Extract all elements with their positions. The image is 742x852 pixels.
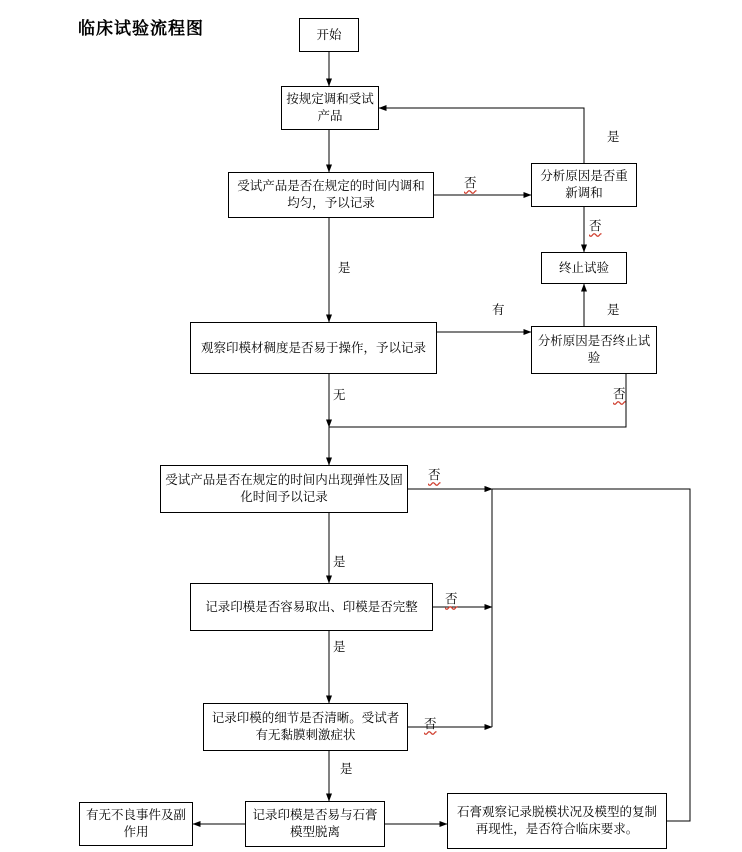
flow-node-label: 有无不良事件及副作用 — [85, 808, 186, 839]
flow-node-label: 分析原因是否重新调和 — [540, 169, 628, 200]
edge-label-no_term: 否 — [613, 387, 626, 401]
flow-node-analyze_term — [531, 326, 657, 374]
flow-node-observe_cons — [190, 322, 437, 374]
flow-node-terminate — [541, 252, 627, 284]
flow-node-elastic — [160, 465, 408, 513]
flow-node-adverse — [79, 802, 193, 846]
flow-node-label: 石膏观察记录脱模状况及模型的复制再现性，是否符合临床要求。 — [456, 805, 657, 836]
edge-label-yes_removal: 是 — [333, 640, 346, 654]
page-title: 临床试验流程图 — [78, 19, 204, 38]
edge-label-yes_cons: 有 — [492, 303, 505, 317]
edge-label-yes_elastic: 是 — [333, 555, 346, 569]
edge-label-yes_time: 是 — [338, 261, 351, 275]
edge-label-no_time: 否 — [464, 176, 477, 190]
flow-node-label: 终止试验 — [558, 260, 609, 275]
edge-label-no_removal: 否 — [445, 592, 458, 606]
flow-node-label: 分析原因是否终止试验 — [537, 334, 651, 365]
flow-node-label: 记录印模是否易与石膏模型脱离 — [252, 808, 378, 839]
edge-label-no_detail: 否 — [424, 717, 437, 731]
flow-node-label: 记录印模的细节是否清晰。受试者有无黏膜刺激症状 — [211, 711, 400, 742]
edge-label-no_elastic: 否 — [428, 468, 441, 482]
flow-node-removal — [190, 583, 433, 631]
flow-node-prepare — [281, 86, 379, 130]
edge-label-yes_detail: 是 — [340, 762, 353, 776]
flow-node-start — [299, 18, 359, 52]
edge-label-yes_remix: 是 — [607, 130, 620, 144]
flow-node-label: 受试产品是否在规定的时间内出现弹性及固化时间予以记录 — [165, 473, 403, 504]
flow-node-label: 开始 — [316, 27, 342, 42]
flow-node-check_time — [228, 172, 434, 218]
flow-node-label: 按规定调和受试产品 — [286, 92, 374, 123]
flow-node-label: 记录印模是否容易取出、印模是否完整 — [205, 599, 418, 614]
flow-node-plaster_obs — [447, 793, 667, 849]
edge-label-no_cons: 无 — [333, 388, 346, 402]
flow-node-plaster_sep — [245, 801, 385, 847]
flow-node-analyze_mix — [531, 163, 637, 207]
edge-label-no_remix: 否 — [589, 219, 602, 233]
flow-node-label: 受试产品是否在规定的时间内调和均匀，予以记录 — [237, 179, 425, 210]
flow-node-label: 观察印模材稠度是否易于操作，予以记录 — [200, 340, 426, 355]
flow-node-detail — [203, 703, 408, 751]
edge-label-yes_term: 是 — [607, 303, 620, 317]
